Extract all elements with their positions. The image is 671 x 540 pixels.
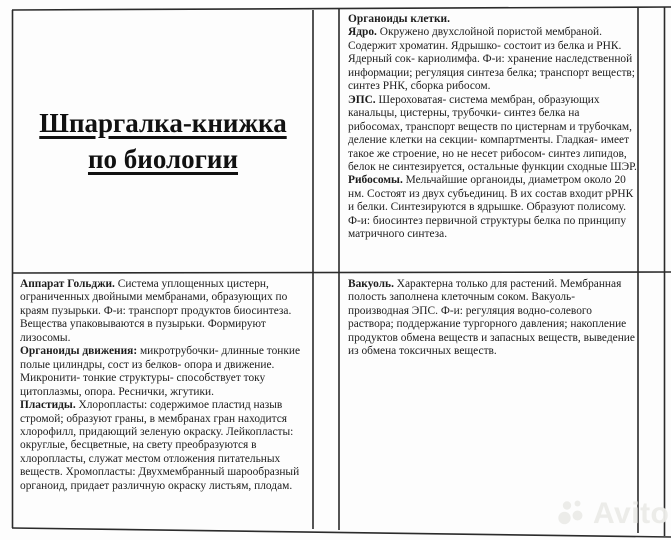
text-paragraph: Пластиды. Хлоропласты: содержимое пластид назыв стромой; образуют граны, в мембранах гран находится хлорофилл, придающий зеленую окраску. Лейкопласты: округлые, бесцветные, на свету преобразуются в хлоропласты, служат местом отложения питательных веществ. Хромопласты: Двухмембранный шарообразный органоид, придает различную окраску листьям, плодам.	[20, 399, 300, 492]
title-cell	[13, 11, 313, 272]
text-paragraph: Вакуоль. Характерна только для растений. Мембранная полость заполнена клеточным соком. Вакуоль- производная ЭПС. Ф-и: регуляция водно-солевого раствора; поддержание тургорного давления; накопление продуктов обмена веществ и запасных веществ, выведение из обмена токсичных веществ.	[348, 278, 635, 358]
page-title: Шпаргалка-книжка по биологии	[39, 107, 287, 174]
text-paragraph: Органоиды клетки.	[348, 13, 450, 25]
avito-watermark	[556, 495, 669, 533]
text-paragraph: ЭПС. Шероховатая- система мембран, образующих канальцы, цистерны, трубочки- синтез белка на рибосомах, транспорт веществ по цистернам и трубочкам, деление клетки на секции- компартменты. Гладкая- имеет такое же строение, но не несет рибосом- синтез липидов, белок не синтезируется, остальные функции сходные ШЭР.	[348, 93, 637, 173]
avito-logo-icon	[556, 498, 590, 530]
avito-watermark-label: Avito	[593, 497, 670, 530]
cell-vacuole-text	[348, 278, 638, 359]
cell-golgi-text	[20, 278, 313, 493]
text-paragraph: Рибосомы. Мельчайшие органоиды, диаметром около 20 нм. Состоят из двух субъединиц. В их состав входит рРНК и белки. Синтезируются в ядрышке. Образуют полисому. Ф-и: биосинтез первичной структуры белка по принципу матричного синтеза.	[348, 174, 634, 241]
text-paragraph: Ядро. Окружено двухслойной пористой мембраной. Содержит хроматин. Ядрышко- состоит из белка и РНК. Ядерный сок- кариолимфа. Ф-и: хранение наследственной информации; регуляция синтеза белка; транспорт веществ; синтез РНК, сборка рибосом.	[348, 26, 635, 93]
table-border-top	[12, 7, 671, 10]
text-paragraph: Аппарат Гольджи. Система уплощенных цистерн, ограниченных двойными мембранами, образующих по краям пузырьки. Ф-и: транспорт продуктов биосинтеза. Вещества упаковываются в пузырьки. Формируют лизосомы.	[20, 278, 292, 344]
text-paragraph: Органоиды движения: микротрубочки- длинные тонкие полые цилиндры, сост из белков- опора и движение. Микронити- тонкие структуры- способствует току цитоплазмы, опора. Реснички, жгутики.	[20, 345, 301, 398]
cell-organoids-text	[348, 13, 637, 242]
table-border-middle	[12, 272, 671, 273]
